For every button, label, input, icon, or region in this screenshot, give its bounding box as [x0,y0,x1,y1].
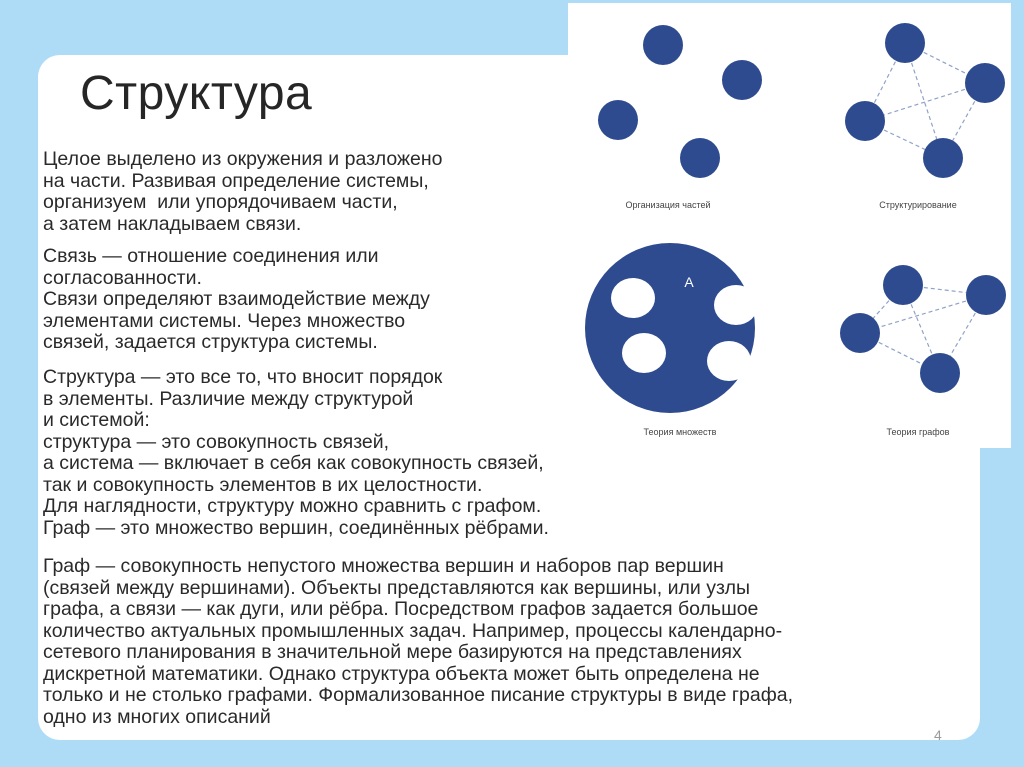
node [680,138,720,178]
slide-title: Структура [80,67,313,120]
caption-parts: Организация частей [625,200,711,210]
node [966,275,1006,315]
node [885,23,925,63]
node [722,60,762,100]
node [920,353,960,393]
caption-structuring: Структурирование [879,200,957,210]
element [622,333,666,373]
set-a-label: A [684,274,694,290]
panel-sets [585,243,758,437]
element [714,285,758,325]
element [707,341,751,381]
node [845,101,885,141]
paragraph-4: Граф — совокупность непустого множества вершин и наборов пар вершин (связей между вершинами). Объекты представляются как вершины, или узлы графа, а связи — как дуги, или рёбра. Посредством графов задается большое количество актуальных промышленных задач. Например, процессы календарно- сетевого планирования в значительной мере базируются на представлениях дискретной математики. Однако структура объекта может быть определена не только и не столько графами. Формализованное писание структуры в виде графа, одно из многих описаний [43,555,794,728]
paragraph-2: Связь — отношение соединения или согласованности. Связи определяют взаимодействие между элементами системы. Через множество связей, задается структура системы. [43,245,430,353]
node [923,138,963,178]
paragraph-3: Структура — это все то, что вносит порядок в элементы. Различие между структурой и системой: структура — это совокупность связей, а система — включает в себя как совокупность связей, так и совокупность элементов в их целостности. Для наглядности, структуру можно сравнить с графом. Граф — это множество вершин, соединённых рёбрами. [43,366,549,539]
node [598,100,638,140]
element [611,278,655,318]
caption-graphs: Теория графов [886,427,950,437]
panel-structuring [845,23,1005,210]
node [643,25,683,65]
set-a-circle [585,243,755,413]
node [965,63,1005,103]
caption-sets: Теория множеств [643,427,717,437]
node [883,265,923,305]
page-number: 4 [934,727,942,743]
structure-diagram [568,3,1011,448]
panel-graphs [840,265,1006,437]
paragraph-1: Целое выделено из окружения и разложено на части. Развивая определение системы, организуем или упорядочиваем части, а затем накладываем связи. [43,148,443,235]
structure-figure [568,3,1011,448]
node [840,313,880,353]
panel-parts [598,25,762,210]
